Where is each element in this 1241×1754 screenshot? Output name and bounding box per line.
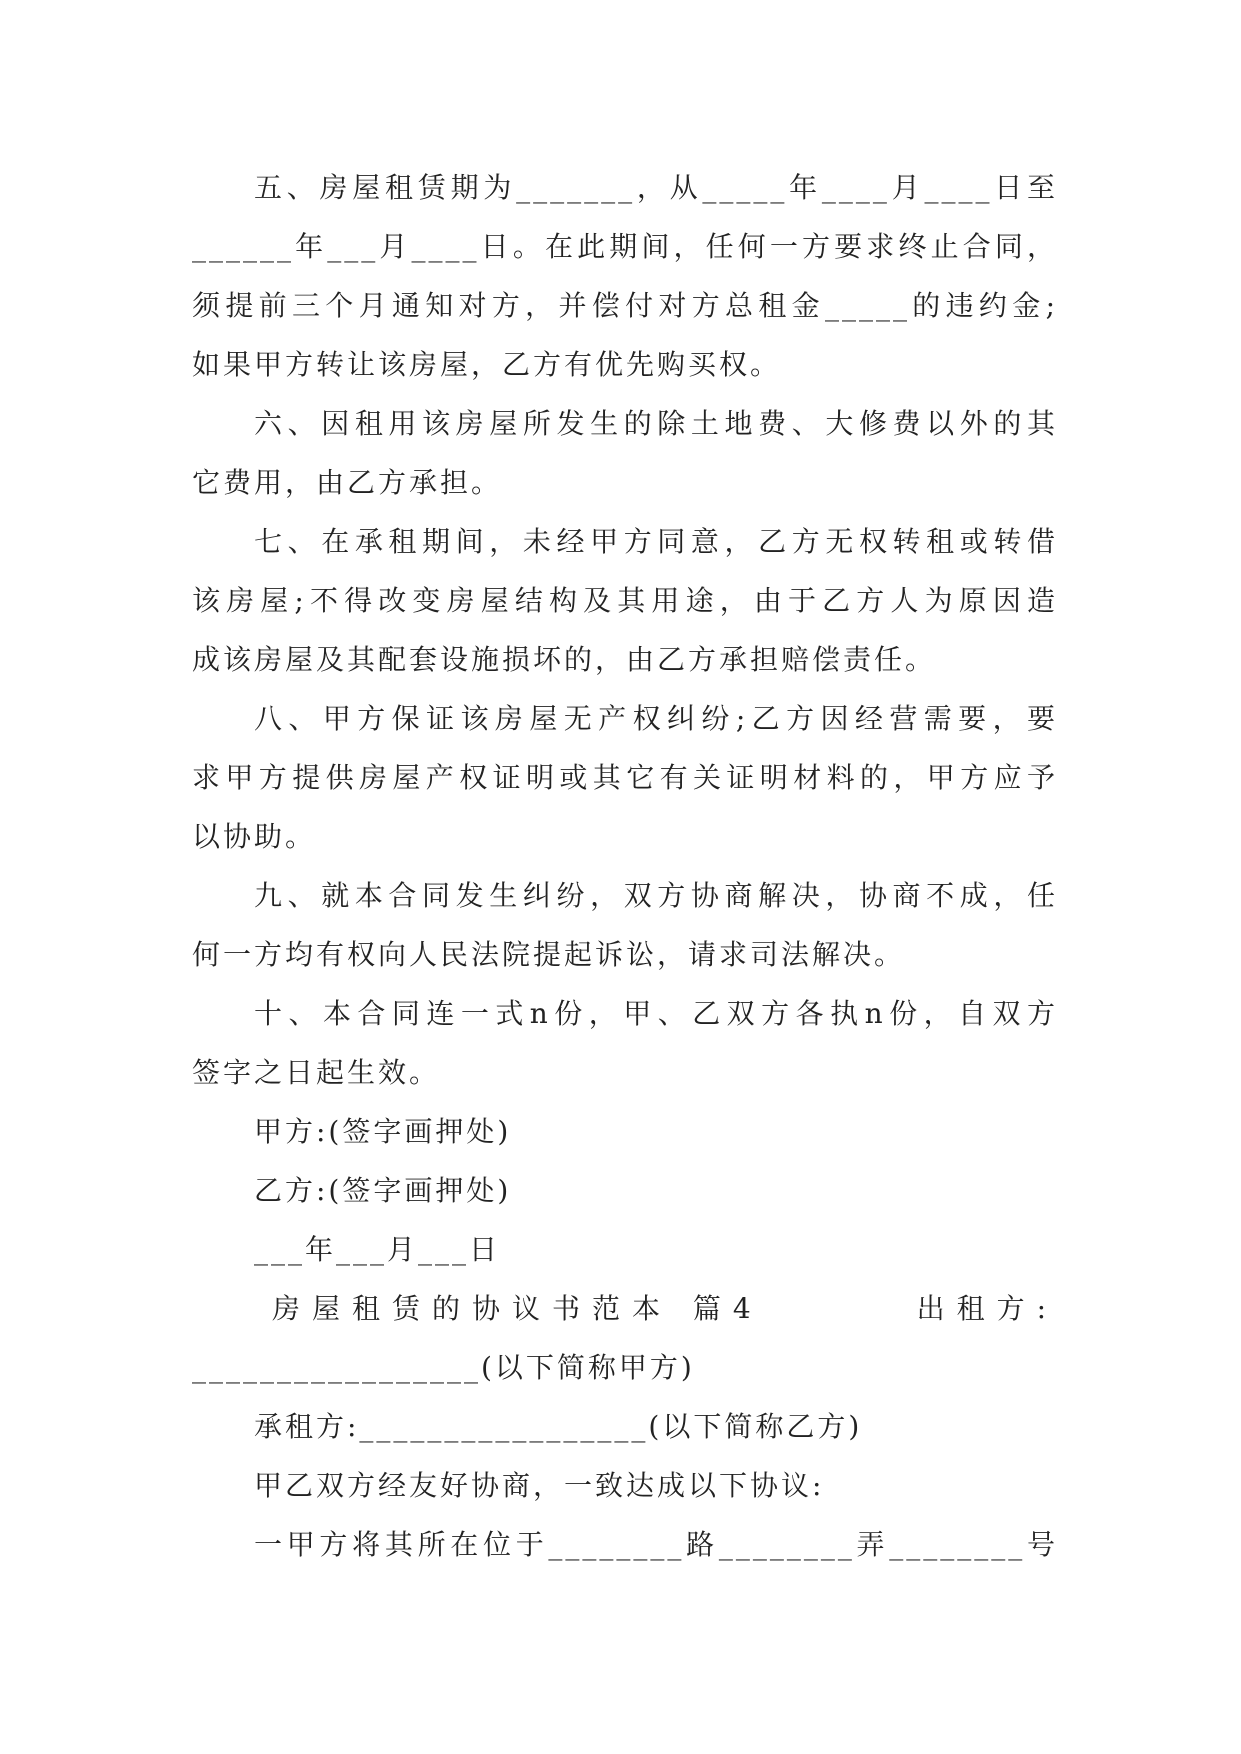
clause-10-line-2: 签字之日起生效。 [192,1056,441,1089]
lessor-blank-line: _________________(以下简称甲方) [192,1351,695,1384]
clause-9-line-2: 何一方均有权向人民法院提起诉讼，请求司法解决。 [192,938,906,971]
lessee-line: 承租方:_________________(以下简称乙方) [254,1410,863,1443]
clause-8-line-3: 以协助。 [192,820,317,853]
clause-7-line-1: 七、在承租期间，未经甲方同意，乙方无权转租或转借 [254,525,1058,558]
lessor-label: 出租方: [916,1292,1058,1325]
clause-5-line-2: ______年___月____日。在此期间，任何一方要求终止合同， [192,230,1058,263]
section-title: 房屋租赁的协议书范本 篇4 [272,1292,763,1325]
clause-6-line-2: 它费用，由乙方承担。 [192,466,503,499]
clause-5-line-4: 如果甲方转让该房屋，乙方有优先购买权。 [192,348,782,381]
clause-8-line-1: 八、甲方保证该房屋无产权纠纷;乙方因经营需要，要 [254,702,1058,735]
clause-9-line-1: 九、就本合同发生纠纷，双方协商解决，协商不成，任 [254,879,1058,912]
clause-5-line-3: 须提前三个月通知对方，并偿付对方总租金_____的违约金; [192,289,1058,322]
section-heading [192,1279,1058,1338]
clause-1-line-1: 一甲方将其所在位于________路________弄________号 [254,1528,1058,1561]
clause-7-line-3: 成该房屋及其配套设施损坏的，由乙方承担赔偿责任。 [192,643,937,676]
party-a-signature: 甲方:(签字画押处) [254,1115,512,1148]
party-b-signature: 乙方:(签字画押处) [254,1174,512,1207]
signature-date: ___年___月___日 [254,1233,501,1266]
clause-6-line-1: 六、因租用该房屋所发生的除土地费、大修费以外的其 [254,407,1058,440]
clause-7-line-2: 该房屋;不得改变房屋结构及其用途，由于乙方人为原因造 [192,584,1058,617]
clause-10-line-1: 十、本合同连一式n份，甲、乙双方各执n份，自双方 [254,997,1058,1030]
clause-5-line-1: 五、房屋租赁期为_______，从_____年____月____日至 [254,171,1058,204]
clause-8-line-2: 求甲方提供房屋产权证明或其它有关证明材料的，甲方应予 [192,761,1058,794]
agreement-intro: 甲乙双方经友好协商，一致达成以下协议: [254,1469,825,1502]
document-body [192,158,1058,1574]
